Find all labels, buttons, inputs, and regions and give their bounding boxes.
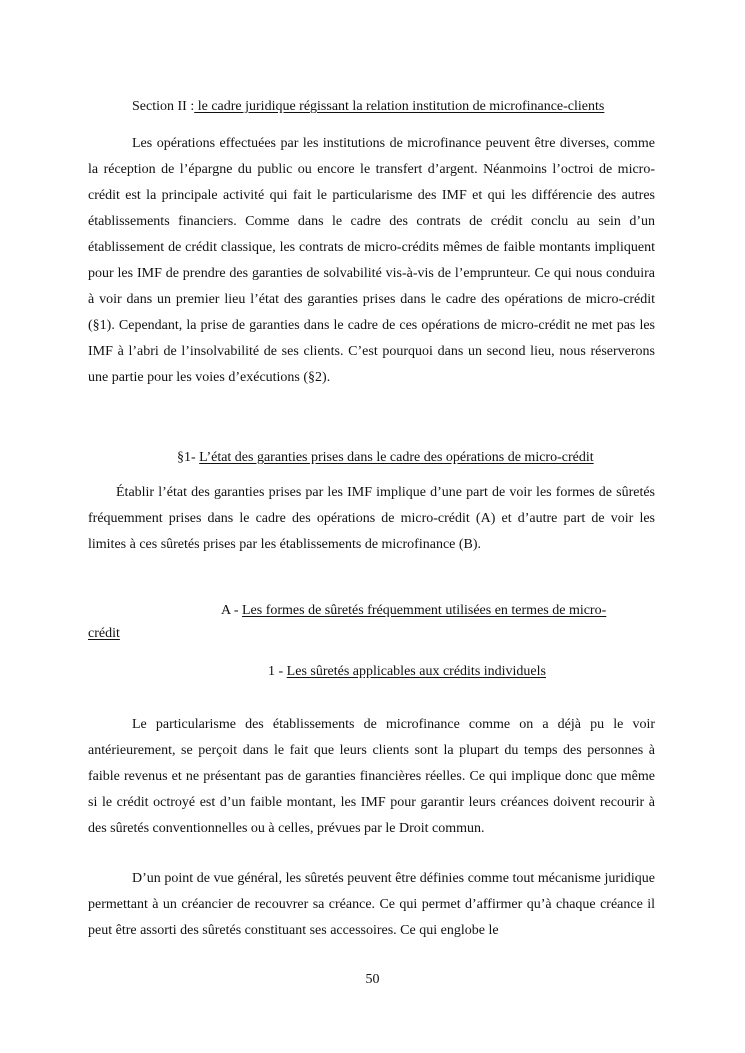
subsection-a-heading [88, 599, 655, 645]
section-heading [132, 99, 672, 115]
subsection-a-title-line2: crédit [88, 626, 120, 641]
section-title: le cadre juridique régissant la relation institution de microfinance-clients [194, 99, 605, 114]
subsection-1-title: Les sûretés applicables aux crédits individuels [286, 664, 546, 679]
paragraph-1-heading [177, 450, 657, 466]
subsection-a-prefix: A - [221, 603, 239, 618]
subsection-1-heading [268, 664, 668, 680]
intro-paragraph: Les opérations effectuées par les institutions de microfinance peuvent être diverses, comme la réception de l’épargne du public ou encore le transfert d’argent. Néanmoins l’octroi de micro-crédit est la principale activité qui fait le particularisme des IMF et qui les différencie des autres établissements financiers. Comme dans le cadre des contrats de crédit conclu au sein d’un établissement de crédit classique, les contrats de micro-crédits mêmes de faible montants impliquent pour les IMF de prendre des garanties de solvabilité vis-à-vis de l’emprunteur. Ce qui nous conduira à voir dans un premier lieu l’état des garanties prises dans le cadre des opérations de micro-crédit (§1). Cependant, la prise de garanties dans le cadre de ces opérations de micro-crédit ne met pas les IMF à l’abri de l’insolvabilité de ses clients. C’est pourquoi dans un second lieu, nous réserverons une partie pour les voies d’exécutions (§2). [88, 136, 655, 385]
paragraph-1-text: Établir l’état des garanties prises par les IMF implique d’une part de voir les formes de sûretés fréquemment prises dans le cadre des opérations de micro-crédit (A) et d’autre part de voir les limites à ces sûretés prises par les établissements de microfinance (B). [88, 485, 655, 552]
paragraph-1-prefix: §1- [177, 450, 196, 465]
body-paragraph-1: Le particularisme des établissements de microfinance comme on a déjà pu le voir antérieurement, se perçoit dans le fait que leurs clients sont la plupart du temps des personnes à faible revenus et ne présentant pas de garanties financières réelles. Ce qui implique donc que même si le crédit octroyé est d’un faible montant, les IMF pour garantir leurs créances doivent recourir à des sûretés conventionnelles ou à celles, prévues par le Droit commun. [88, 717, 655, 836]
subsection-a-title-line1: Les formes de sûretés fréquemment utilisées en termes de micro- [242, 603, 607, 618]
page-number: 50 [365, 972, 380, 987]
subsection-1-prefix: 1 - [268, 664, 284, 679]
section-prefix: Section II : [132, 99, 195, 114]
paragraph-1-title: L’état des garanties prises dans le cadre des opérations de micro-crédit [199, 450, 594, 465]
body-paragraph-2: D’un point de vue général, les sûretés peuvent être définies comme tout mécanisme juridique permettant à un créancier de recouvrer sa créance. Ce qui permet d’affirmer qu’à chaque créance il peut être assorti des sûretés constituant ses accessoires. Ce qui englobe le [88, 871, 655, 938]
